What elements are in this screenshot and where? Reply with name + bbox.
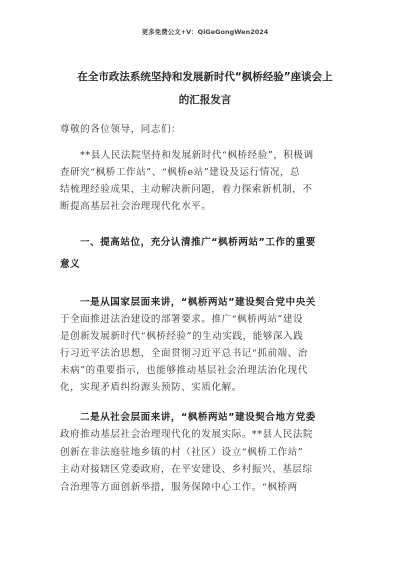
body-text-line: 主动对接辖区党委政府，在平安建设、乡村振兴、基层综	[60, 464, 313, 475]
body-text-line: 未病”的重要指示，也能够推动基层社会治理法治化现代	[60, 365, 308, 376]
body-text-line: 于全面推进法治建设的部署要求。推广“枫桥两站”建设	[60, 314, 304, 325]
body-text-line: 政府推动基层社会治理现代化的发展实际。**县人民法院	[60, 429, 314, 440]
section-text-line: 二是从社会层面来讲，“枫桥两站”建设契合地方党委	[80, 412, 316, 423]
body-text-line: **县人民法院坚持和发展新时代“枫桥经验”，积极调	[80, 150, 314, 161]
section-text-line: 一是从国家层面来讲，“枫桥两站”建设契合党中央关	[80, 297, 316, 308]
body-text-line: 行习近平法治思想，全面贯彻习近平总书记“抓前端、治	[60, 348, 308, 359]
body-text-line: 化，实现矛盾纠纷源头预防、实质化解。	[60, 382, 242, 393]
document-title-line-1: 在全市政法系统坚持和发展新时代“枫桥经验”座谈会上	[77, 71, 333, 83]
header-note: 更多免费公文+V：QiGeGongWen2024	[141, 28, 269, 36]
body-text-line: 创新在非法庭驻地乡镇的村（社区）设立“枫桥工作站”	[60, 447, 304, 458]
section-text-line: 一、提高站位，充分认清推广“枫桥两站”工作的重要	[80, 237, 316, 248]
body-text-line: 结梳理经验成果，主动解决新问题，着力探索新机制，不	[60, 184, 313, 195]
document-title-line-2: 的汇报发言	[178, 94, 232, 106]
salutation: 尊敬的各位领导，同志们：	[60, 124, 182, 135]
body-text-line: 断提高基层社会治理现代化水平。	[60, 201, 212, 212]
body-text-line: 合治理等方面创新举措，服务保障中心工作。“枫桥两	[60, 482, 298, 493]
section-text-line: 意义	[60, 259, 81, 270]
body-text-line: 查研究“枫桥工作站”、“枫桥e站”建设及运行情况，总	[60, 167, 301, 178]
body-text-line: 是创新发展新时代“枫桥经验”的生动实践，能够深入践	[60, 331, 304, 342]
